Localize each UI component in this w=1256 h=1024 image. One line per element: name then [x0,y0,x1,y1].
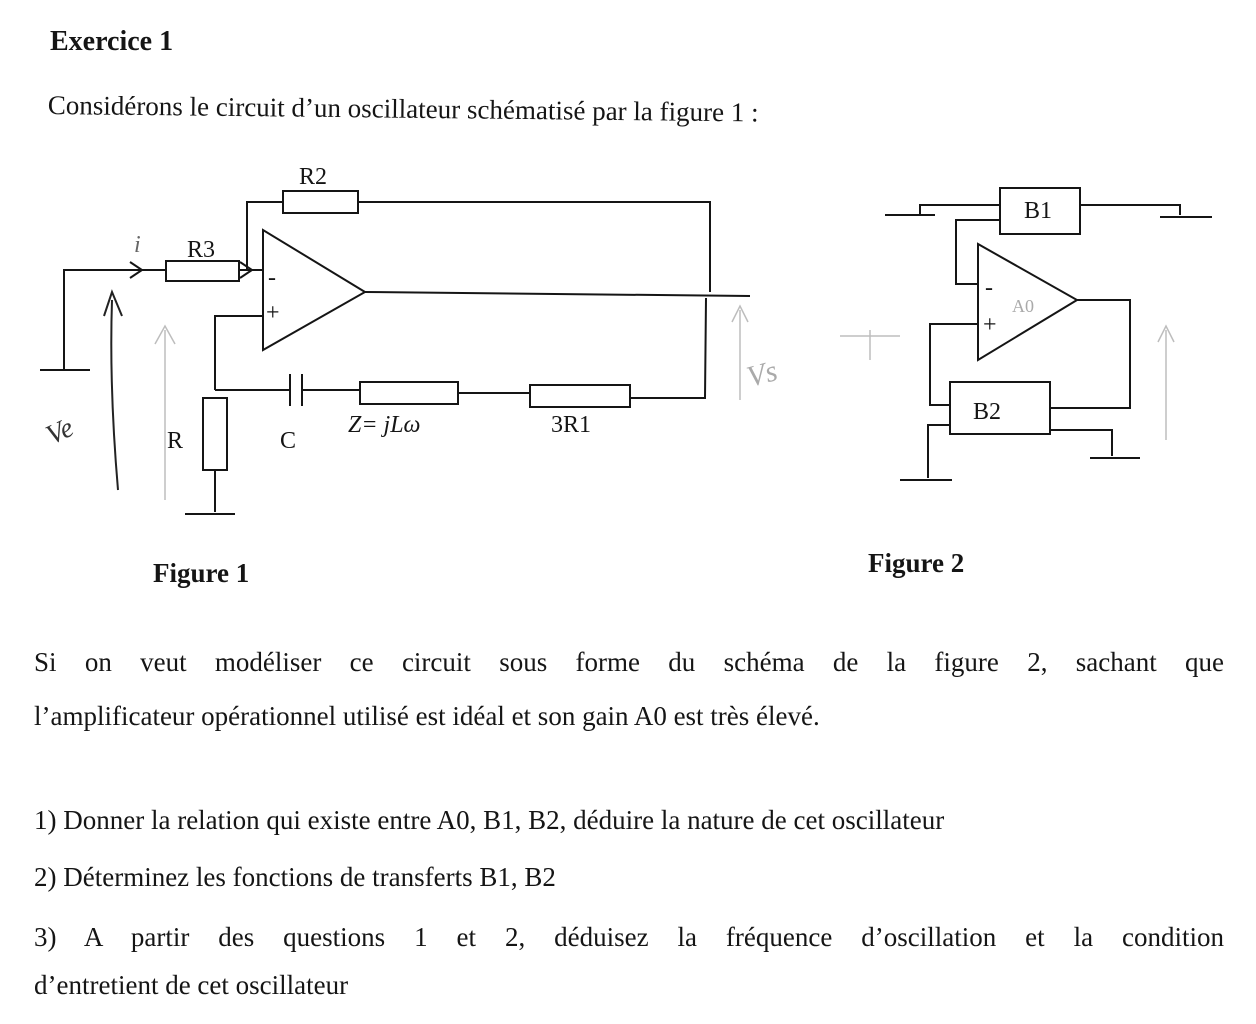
handwritten-i: i [134,232,141,258]
label-plus-1: + [266,300,280,326]
opamp-symbol [263,230,365,350]
impedance-z [360,382,458,404]
resistor-r [203,398,227,470]
resistor-r2 [283,191,358,213]
label-b2: B2 [973,399,1002,425]
figure-1-labels [167,164,591,454]
figure-1-caption: Figure 1 [153,558,250,588]
question-3 [34,913,1224,1009]
figure-1-handwriting [41,232,780,500]
statement-line-2: l’amplificateur opérationnel utilisé est idéal et son gain A0 est très élevé. [34,701,820,731]
label-r2: R2 [299,164,328,190]
figure-2-circuit [885,188,1212,480]
resistor-r3 [166,261,239,281]
label-minus-1: - [268,265,276,291]
label-b1: B1 [1024,198,1053,224]
label-plus-2: + [983,312,997,338]
problem-statement [34,635,1224,743]
question-3-line-2: d’entretient de cet oscillateur [34,970,349,1000]
question-1: 1) Donner la relation qui existe entre A0, B1, B2, déduire la nature de cet oscillateur [34,805,945,835]
label-r: R [167,428,184,454]
intro-text: Considérons le circuit d’un oscillateur schématisé par la figure 1 : [47,90,759,128]
label-3r1: 3R1 [551,412,592,438]
question-2: 2) Déterminez les fonctions de transferts B1, B2 [34,862,556,892]
figure-2-caption: Figure 2 [868,548,965,578]
label-a0: A0 [1012,296,1034,316]
statement-line-1: Si on veut modéliser ce circuit sous forme du schéma de la figure 2, sachant que [34,647,1224,677]
question-3-line-1: 3) A partir des questions 1 et 2, déduisez la fréquence d’oscillation et la condition [34,922,1224,952]
label-c: C [280,428,297,454]
handwritten-vs: Vs [743,354,781,394]
figure-1-circuit [40,191,750,514]
label-r3: R3 [187,237,216,263]
label-minus-2: - [985,275,993,301]
label-z: Z= jLω [348,412,421,438]
resistor-3r1 [530,385,630,407]
exercise-title: Exercice 1 [50,26,174,57]
handwritten-ve: Ve [41,412,79,452]
